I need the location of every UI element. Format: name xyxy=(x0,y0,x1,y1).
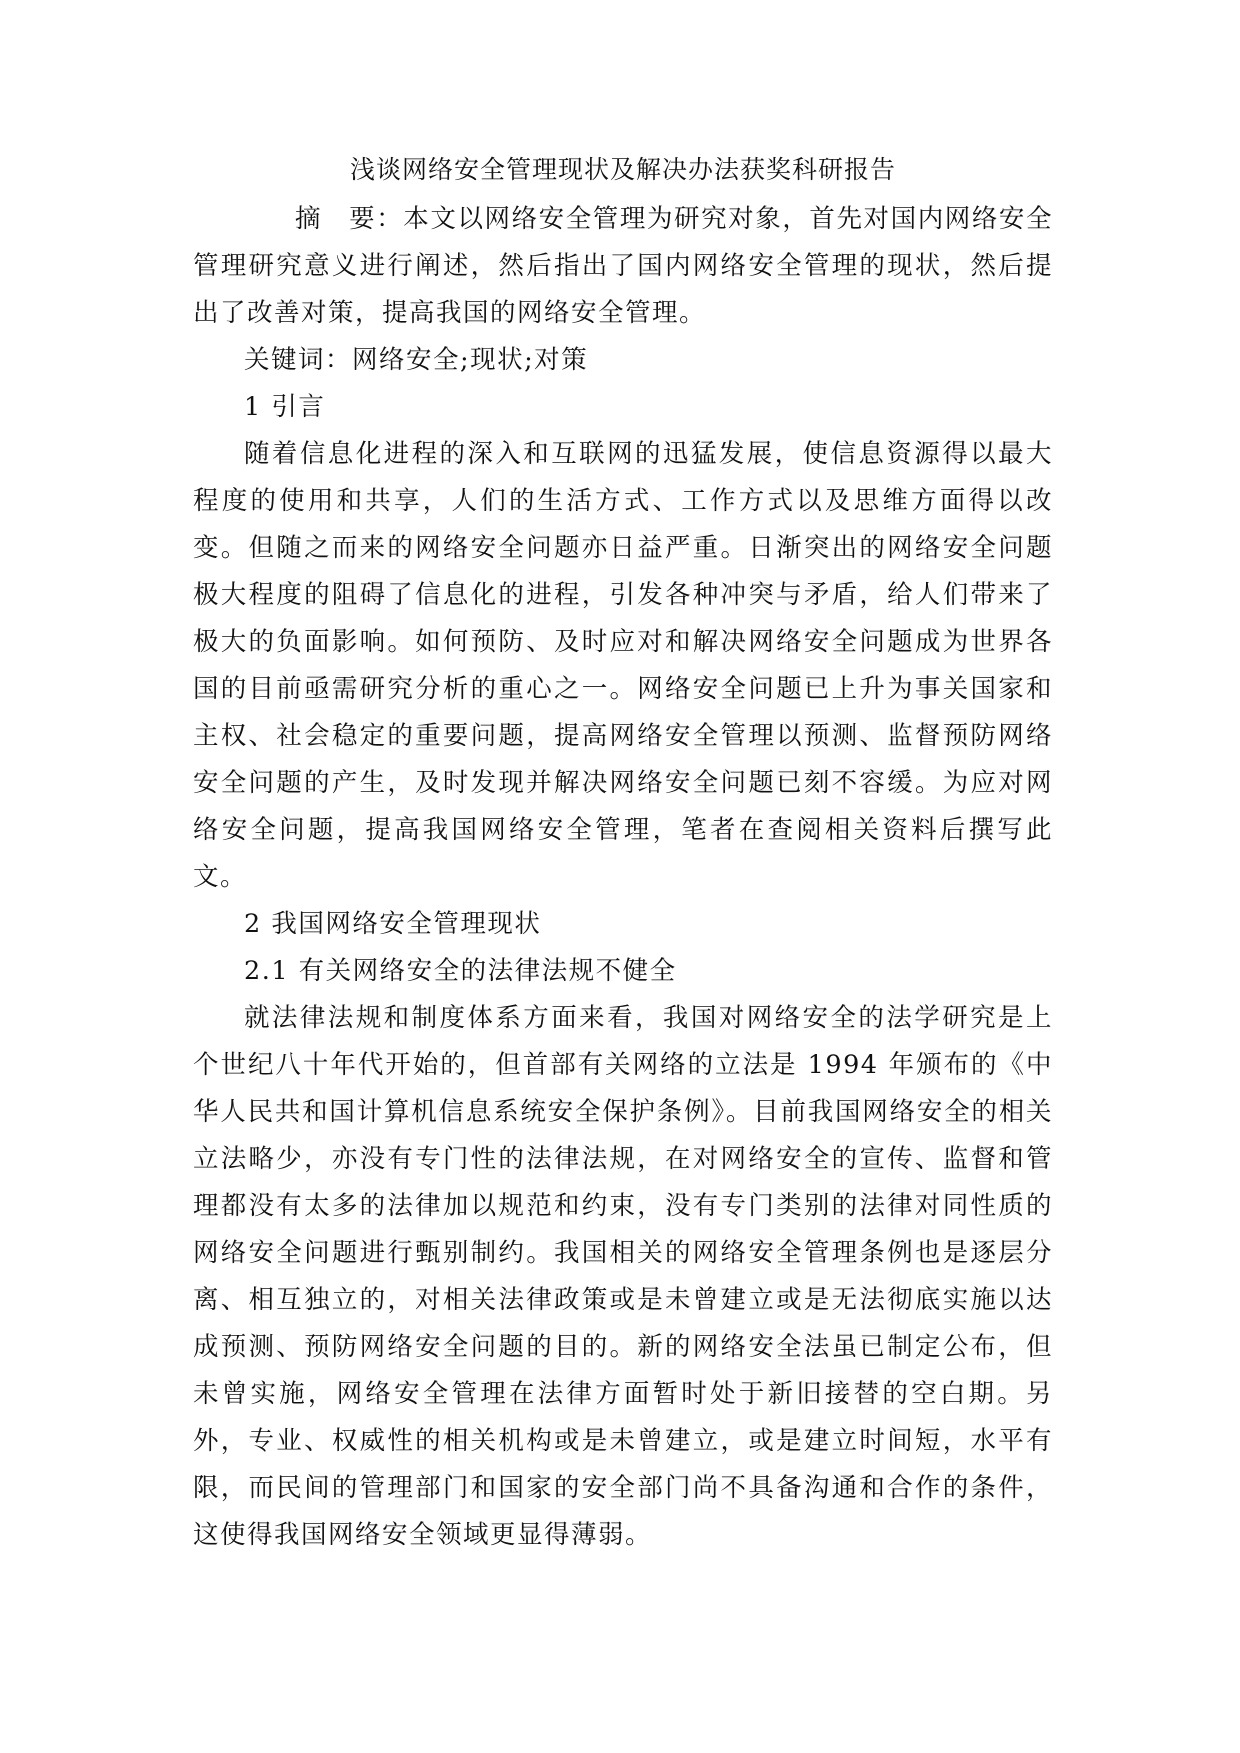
laws-paragraph: 就法律法规和制度体系方面来看，我国对网络安全的法学研究是上个世纪八十年代开始的，但首部有关网络的立法是 1994 年颁布的《中华人民共和国计算机信息系统安全保护条例》。目前我国网络安全的相关立法略少，亦没有专门性的法律法规，在对网络安全的宣传、监督和管理都没有太多的法律加以规范和约束，没有专门类别的法律对同性质的网络安全问题进行甄别制约。我国相关的网络安全管理条例也是逐层分离、相互独立的，对相关法律政策或是未曾建立或是无法彻底实施以达成预测、预防网络安全问题的目的。新的网络安全法虽已制定公布，但未曾实施，网络安全管理在法律方面暂时处于新旧接替的空白期。另外，专业、权威性的相关机构或是未曾建立，或是建立时间短，水平有限，而民间的管理部门和国家的安全部门尚不具备沟通和合作的条件，这使得我国网络安全领域更显得薄弱。 xyxy=(193,1003,1053,1550)
section-heading-introduction: 1 引言 xyxy=(244,392,326,422)
document-title: 浅谈网络安全管理现状及解决办法获奖科研报告 xyxy=(349,155,896,184)
subsection-heading-laws: 2.1 有关网络安全的法律法规不健全 xyxy=(244,956,677,986)
document-body xyxy=(193,150,1053,1559)
section-heading-current-status: 2 我国网络安全管理现状 xyxy=(244,909,542,939)
abstract-paragraph: 摘 要：本文以网络安全管理为研究对象，首先对国内网络安全管理研究意义进行阐述，然后指出了国内网络安全管理的现状，然后提出了改善对策，提高我国的网络安全管理。 xyxy=(193,204,1053,328)
introduction-paragraph: 随着信息化进程的深入和互联网的迅猛发展，使信息资源得以最大程度的使用和共享，人们的生活方式、工作方式以及思维方面得以改变。但随之而来的网络安全问题亦日益严重。日渐突出的网络安全问题极大程度的阻碍了信息化的进程，引发各种冲突与矛盾，给人们带来了极大的负面影响。如何预防、及时应对和解决网络安全问题成为世界各国的目前亟需研究分析的重心之一。网络安全问题已上升为事关国家和主权、社会稳定的重要问题，提高网络安全管理以预测、监督预防网络安全问题的产生，及时发现并解决网络安全问题已刻不容缓。为应对网络安全问题，提高我国网络安全管理，笔者在查阅相关资料后撰写此文。 xyxy=(193,439,1053,892)
keywords-line: 关键词：网络安全;现状;对策 xyxy=(244,345,589,375)
